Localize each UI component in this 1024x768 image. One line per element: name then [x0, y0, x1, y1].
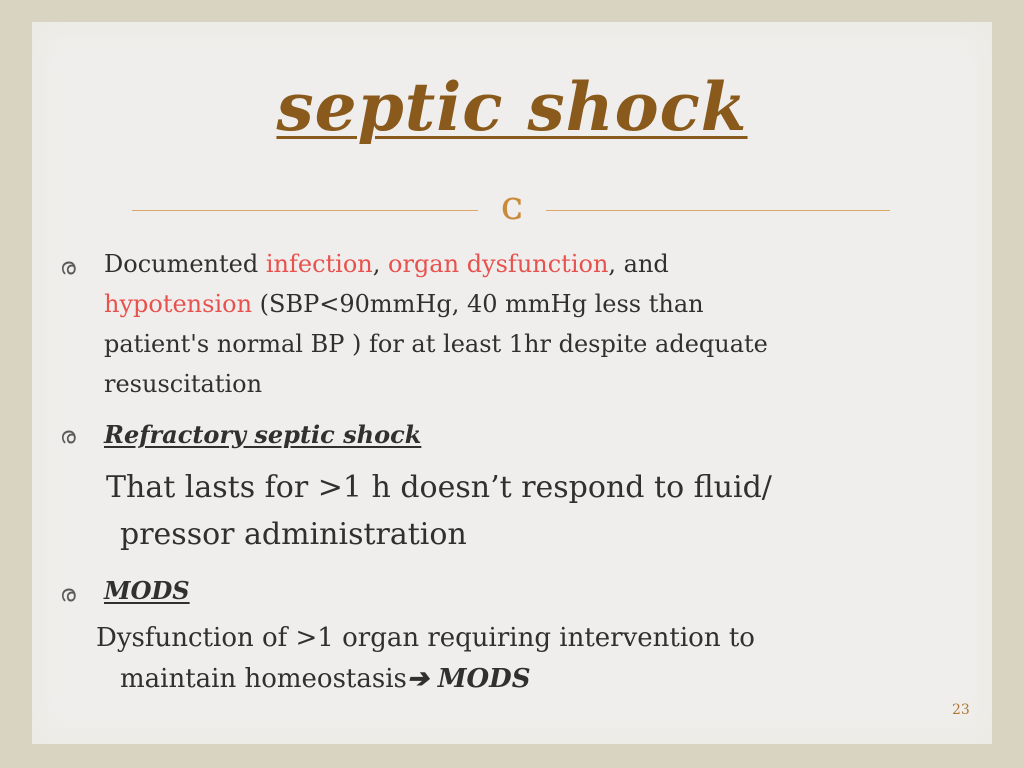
- curly-ornament-icon: ᴄ︎: [500, 183, 524, 229]
- hypotension-term: hypotension: [104, 290, 253, 318]
- mods-body-line-2: [120, 664, 531, 694]
- bullet-1-line-3: [104, 330, 768, 358]
- refractory-body-line-1: That lasts for >1 h doesn’t respond to fluid/: [106, 470, 772, 505]
- organ-dysfunction-term: organ dysfunction: [388, 250, 609, 278]
- title-divider-right: [546, 210, 890, 211]
- infection-term: infection: [265, 250, 373, 278]
- mods-heading: MODS: [104, 576, 190, 605]
- text-span: maintain homeostasis: [120, 664, 407, 694]
- mods-tail: MODS: [428, 664, 531, 694]
- page-number: 23: [952, 702, 970, 718]
- text-span: (SBP<90mmHg, 40 mmHg less than: [252, 290, 704, 318]
- text-span: Documented: [104, 250, 266, 278]
- text-span: resuscitation: [104, 370, 263, 398]
- curly-bullet-icon: ര: [60, 582, 76, 607]
- bullet-1-line-4: [104, 370, 262, 398]
- slide-title: septic shock: [276, 68, 748, 146]
- curly-bullet-icon: ര: [60, 424, 76, 449]
- bullet-1-line-1: [104, 250, 669, 278]
- refractory-body-line-2: pressor administration: [120, 517, 467, 552]
- text-span: patient's normal BP ) for at least 1hr despite adequate: [104, 330, 768, 358]
- title-divider-left: [132, 210, 478, 211]
- arrow-icon: ➔: [406, 664, 429, 694]
- bullet-1-line-2: [104, 290, 704, 318]
- text-span: , and: [608, 250, 669, 278]
- curly-bullet-icon: ര: [60, 255, 76, 280]
- refractory-heading: Refractory septic shock: [104, 420, 422, 449]
- mods-body-line-1: Dysfunction of >1 organ requiring intervention to: [96, 623, 755, 653]
- text-span: ,: [372, 250, 389, 278]
